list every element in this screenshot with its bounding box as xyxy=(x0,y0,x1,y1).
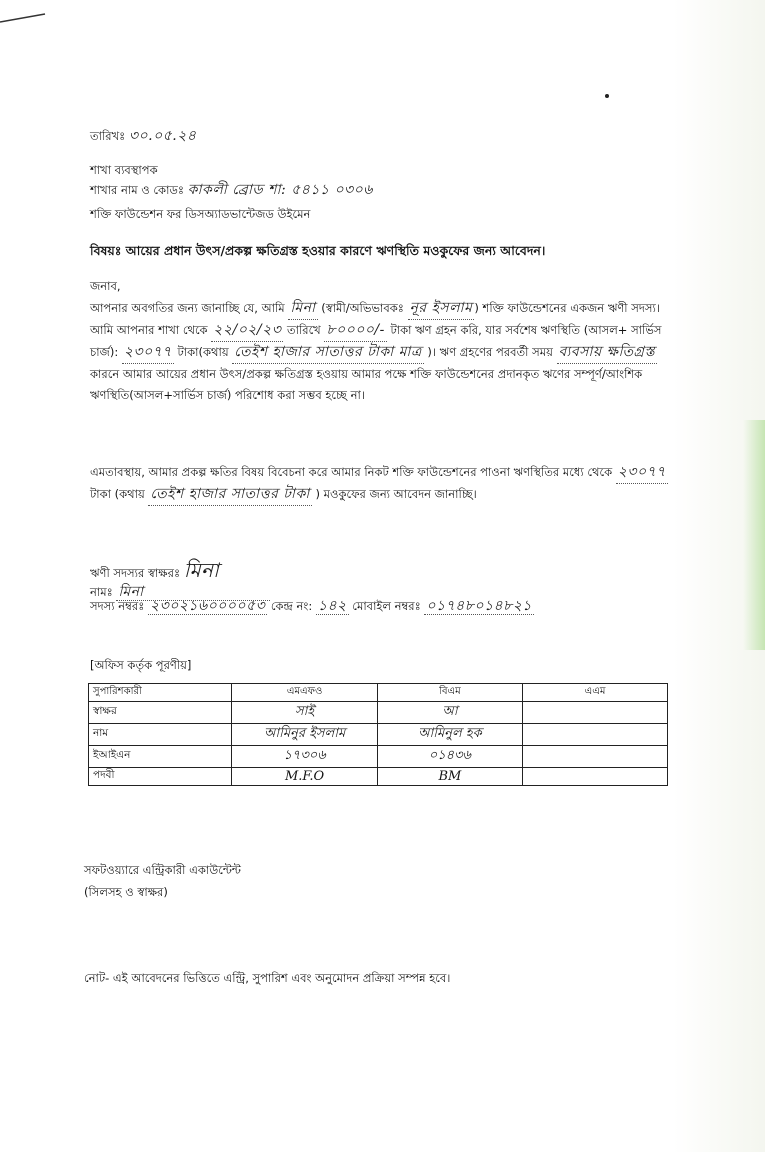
row-label: স্বাক্ষর xyxy=(89,702,232,724)
p1-text-g: )। ঋণ গ্রহণের পরবর্তী সময় xyxy=(427,345,553,359)
ink-dot xyxy=(605,94,609,98)
p1-text-b: স্বামী/অভিভাবকঃ xyxy=(325,301,404,315)
am-cell xyxy=(523,702,668,724)
table-row xyxy=(89,746,668,768)
am-cell xyxy=(523,768,668,786)
salutation: জনাব, xyxy=(90,279,121,293)
body-paragraph-1: আপনার অবগতির জন্য জানাচ্ছি যে, আমি মিনা (স্বামী/অভিভাবকঃ নূর ইসলাম ) শক্তি ফাউন্ডেশনের একজন ঋণী সদস্য। আমি আপনার শাখা থেকে ২২/০২/২৩ তারিখে ৮০০০০/- টাকা ঋণ গ্রহন করি, যার সর্বশেষ ঋণস্থিতি (আসল+ সার্ভিস চার্জ): ২৩০৭৭ টাকা(কথায় তেইশ হাজার সাতাত্তর টাকা মাত্র )। ঋণ গ্রহণের পরবর্তী সময় ব্যবসায় ক্ষতিগ্রস্ত কারনে আমার আয়ের প্রধান উৎস/প্রকল্প ক্ষতিগ্রস্ত হওয়ায় আমার পক্ষে শক্তি ফাউন্ডেশনের প্রদানকৃত ঋণের সম্পূর্ণ/আংশিক ঋণস্থিতি(আসল+সার্ভিস চার্জ) পরিশোধ করা সম্ভব হচ্ছে না। xyxy=(90,300,662,402)
bm-name: আমিনুল হক xyxy=(377,724,522,746)
mfo-designation: M.F.O xyxy=(232,768,377,786)
bm-ein: ০১৪৩৬ xyxy=(377,746,522,768)
subject-line: বিষয়ঃ আয়ের প্রধান উৎস/প্রকল্প ক্ষতিগ্রস্ত হওয়ার কারণে ঋণস্থিতি মওকুফের জন্য আবেদন। xyxy=(90,243,546,258)
p2-text-a: এমতাবস্থায়, আমার প্রকল্প ক্ষতির বিষয় বিবেচনা করে আমার নিকট শক্তি ফাউন্ডেশনের পাওনা ঋণস্থিতির মধ্যে থেকে xyxy=(90,465,613,479)
mfo-name: আমিনুর ইসলাম xyxy=(232,724,377,746)
p2-text-b: টাকা (কথায় xyxy=(90,487,145,501)
date-label: তারিখঃ xyxy=(90,129,126,143)
am-cell xyxy=(523,746,668,768)
loan-amount: ৮০০০০/- xyxy=(324,320,386,342)
mfo-ein: ১৭৩০৬ xyxy=(232,746,377,768)
header-recommender: সুপারিশকারী xyxy=(89,684,232,702)
corner-mark xyxy=(0,0,60,40)
p2-text-c: ) মওকুফের জন্য আবেদন জানাচ্ছি। xyxy=(315,487,477,501)
row-label: নাম xyxy=(89,724,232,746)
waiver-amount: ২৩০৭৭ xyxy=(616,462,668,484)
p1-text-a: আপনার অবগতির জন্য জানাচ্ছি যে, আমি xyxy=(90,301,285,315)
row-label: ইআইএন xyxy=(89,746,232,768)
background-edge xyxy=(743,420,765,650)
table-row xyxy=(89,768,668,786)
loss-reason: ব্যবসায় ক্ষতিগ্রস্ত xyxy=(557,342,658,364)
p1-text-e: টাকা ঋণ গ্রহন করি, যার সর্বশেষ ঋণস্থিতি (আসল+ সার্ভিস চার্জ): xyxy=(90,323,662,359)
accountant-subtitle: (সিলসহ ও স্বাক্ষর) xyxy=(84,885,168,899)
table-header-row xyxy=(89,684,668,702)
header-am: এএম xyxy=(523,684,668,702)
outstanding-amount: ২৩০৭৭ xyxy=(122,342,174,364)
member-number-line xyxy=(90,598,534,615)
mfo-signature: সাই xyxy=(232,702,377,724)
footer-note: নোট- এই আবেদনের ভিত্তিতে এন্ট্রি, সুপারিশ এবং অনুমোদন প্রক্রিয়া সম্পন্ন হবে। xyxy=(84,971,451,985)
waiver-words: তেইশ হাজার সাতাত্তর টাকা xyxy=(148,484,311,506)
recipient-title: শাখা ব্যবস্থাপক xyxy=(90,163,158,177)
mobile-number: ০১৭৪৮০১৪৮২১ xyxy=(426,598,532,614)
office-table xyxy=(88,683,668,786)
date-line xyxy=(90,128,196,144)
row-label: পদবী xyxy=(89,768,232,786)
bm-designation: BM xyxy=(377,768,522,786)
table-row xyxy=(89,724,668,746)
member-number: ২৩০২১৬০০০০৫৩ xyxy=(149,598,266,614)
body-paragraph-2 xyxy=(90,462,670,506)
am-cell xyxy=(523,724,668,746)
member-signature: মিনা xyxy=(183,558,220,582)
branch-line xyxy=(90,182,373,198)
center-label: কেন্দ্র নং: xyxy=(270,599,313,613)
branch-value: কাকলী ব্রোড শা: ৫৪১১ ০৩০৬ xyxy=(187,182,373,198)
p1-text-f: টাকা(কথায় xyxy=(177,345,229,359)
bm-signature: আ xyxy=(377,702,522,724)
p1-text-c: শক্তি ফাউন্ডেশনের একজন ঋণী সদস্য। আমি আপনার শাখা থেকে xyxy=(90,301,660,337)
member-number-label: সদস্য নম্বরঃ xyxy=(90,599,145,613)
mobile-label: মোবাইল নম্বরঃ xyxy=(352,599,421,613)
header-bm: বিএম xyxy=(377,684,522,702)
member-name: মিনা xyxy=(116,584,270,601)
date-value: ৩০.০৫.২৪ xyxy=(128,128,197,144)
loan-date: ২২/০২/২৩ xyxy=(211,320,283,342)
guardian-name: নূর ইসলাম xyxy=(408,298,475,320)
outstanding-words: তেইশ হাজার সাতাত্তর টাকা মাত্র xyxy=(232,342,424,364)
member-signature-label: ঋণী সদস্যর স্বাক্ষরঃ xyxy=(90,566,181,580)
office-heading: [অফিস কর্তৃক পূরণীয়] xyxy=(90,658,192,672)
header-mfo: এমএফও xyxy=(232,684,377,702)
branch-label: শাখার নাম ও কোডঃ xyxy=(90,183,185,197)
applicant-name: মিনা xyxy=(288,298,317,320)
member-name-label: নামঃ xyxy=(90,585,113,599)
accountant-title: সফটওয়্যারে এন্ট্রিকারী একাউন্টেন্ট xyxy=(84,863,241,877)
organization-name: শক্তি ফাউন্ডেশন ফর ডিসঅ্যাডভান্টেজড উইমেন xyxy=(90,207,311,221)
p1-text-d: তারিখে xyxy=(286,323,321,337)
table-row xyxy=(89,702,668,724)
member-signature-line xyxy=(90,558,220,582)
center-number: ১৪২ xyxy=(317,598,347,614)
p1-text-h: কারনে আমার আয়ের প্রধান উৎস/প্রকল্প ক্ষতিগ্রস্ত হওয়ায় আমার পক্ষে শক্তি ফাউন্ডেশনের প্রদানকৃত ঋণের সম্পূর্ণ/আংশিক ঋণস্থিতি(আসল+সার্ভিস চার্জ) পরিশোধ করা সম্ভব হচ্ছে না। xyxy=(90,367,643,402)
